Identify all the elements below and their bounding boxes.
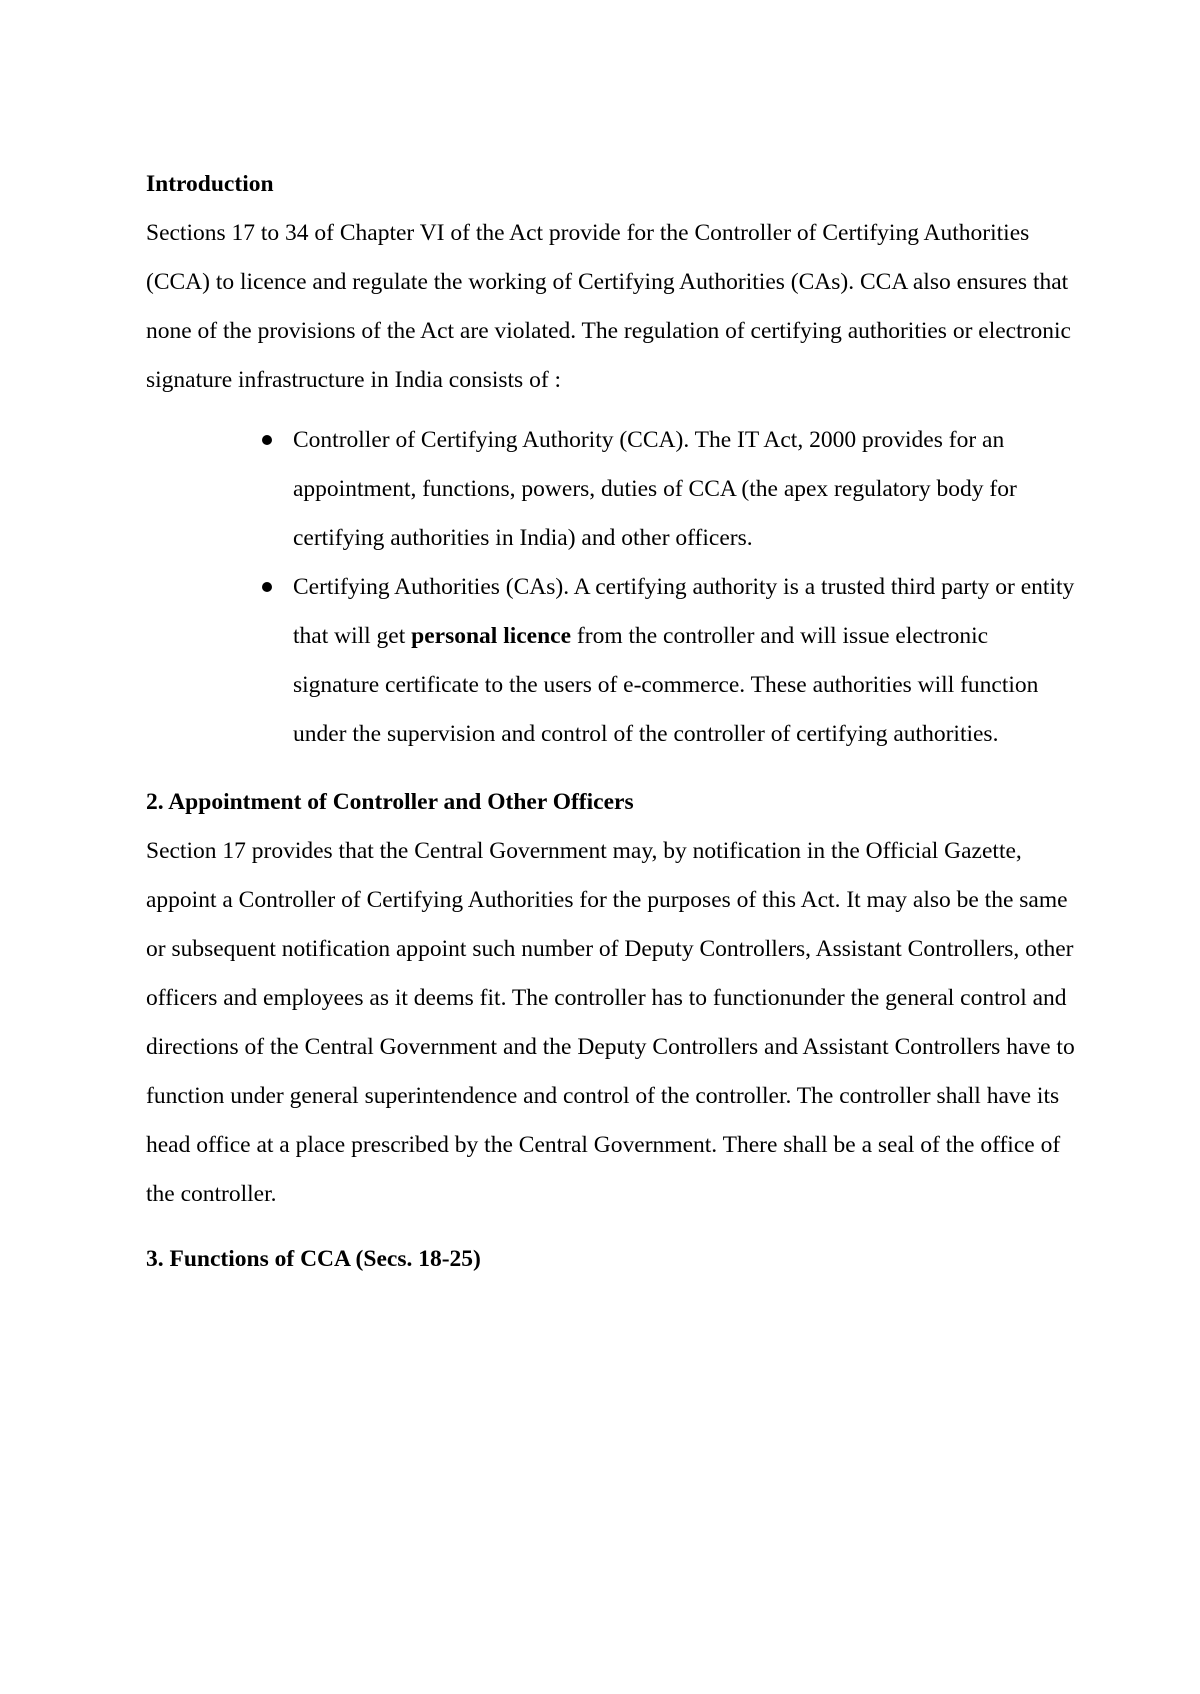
bullet-item-cas xyxy=(293,563,1076,759)
document-page xyxy=(146,160,1076,1284)
section-3-heading: 3. Functions of CCA (Secs. 18-25) xyxy=(146,1246,481,1272)
bullet-bold-term: personal licence xyxy=(411,623,572,649)
bullet-text-after: from the controller and will issue electronic signature certificate to the users of e-commerce. These authorities will function under the supervision and control of the controller of certifying authorities. xyxy=(293,623,1039,747)
intro-paragraph: Sections 17 to 34 of Chapter VI of the Act provide for the Controller of Certifying Authorities (CCA) to licence and regulate the working of Certifying Authorities (CAs). CCA also ensures that none of the provisions of the Act are violated. The regulation of certifying authorities or electronic signature infrastructure in India consists of : xyxy=(146,220,1071,393)
section-2-heading: 2. Appointment of Controller and Other Officers xyxy=(146,789,634,815)
intro-heading: Introduction xyxy=(146,171,274,197)
bullet-dot-icon xyxy=(262,582,272,592)
section-2-paragraph: Section 17 provides that the Central Government may, by notification in the Official Gazette, appoint a Controller of Certifying Authorities for the purposes of this Act. It may also be the same or subsequent notification appoint such number of Deputy Controllers, Assistant Controllers, other officers and employees as it deems fit. The controller has to functionunder the general control and directions of the Central Government and the Deputy Controllers and Assistant Controllers have to function under general superintendence and control of the controller. The controller shall have its head office at a place prescribed by the Central Government. There shall be a seal of the office of the controller. xyxy=(146,838,1075,1207)
intro-bullet-list xyxy=(146,416,1076,759)
bullet-text-before: Certifying Authorities (CAs). A certifying authority is a trusted third party or entity that will get xyxy=(293,574,1075,649)
bullet-text: Controller of Certifying Authority (CCA). The IT Act, 2000 provides for an appointment, functions, powers, duties of CCA (the apex regulatory body for certifying authorities in India) and other officers. xyxy=(293,427,1017,551)
bullet-dot-icon xyxy=(262,435,272,445)
bullet-item-cca xyxy=(293,416,1076,563)
